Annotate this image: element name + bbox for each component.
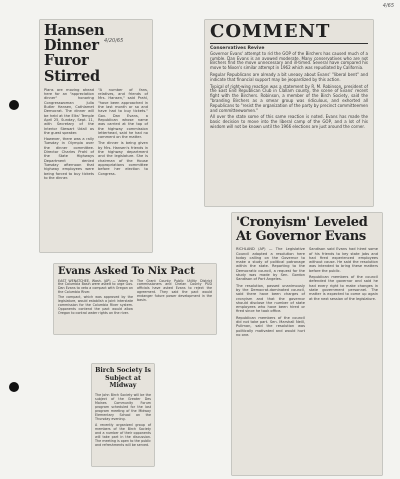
clipping-birch-society bbox=[92, 364, 154, 466]
clipping-paragraph: Typical of right-wing reaction was a statement by R. M. Robinson, president of the East End Republican Club in Clallam county, the scene of Evans' recent fight with the Birchers. Robinson, a member of the Birch Society, said the "branding Birchers as a smear group was ridiculous, and exhorted all Republicans to "resist the organization of the party by precinct committeemen and committeewomen." bbox=[210, 83, 368, 113]
clipping-paragraph: The John Birch Society will be the subject of the Greater Des Moines Community Forum program scheduled for the last program meeting of the Midway Elementary School on the Thursday evening. bbox=[95, 392, 151, 421]
clipping-paragraph: EAST WENATCHEE, Wash. (AP) — Voters in the Columbia Basin were asked to urge Gov. Dan Evans to veto a compact with Oregon on the Columbia River. bbox=[58, 278, 133, 295]
clipping-paragraph: All over the state some of this same reaction is noted. Evans has made the basic decision to move into the liberal camp of the GOP, and a lot of his wisdom will not be known until the 1966 elections are just around the corner. bbox=[210, 114, 368, 130]
binder-hole-top bbox=[9, 100, 19, 110]
clipping-paragraph: A recently organized group of members of the Birch Society and a number of their opponents will take part in the discussion. The meeting is open to the public and refreshments will be served. bbox=[95, 422, 151, 447]
clipping-subhead: Conservatives Revive bbox=[210, 45, 265, 51]
clipping-hansen bbox=[40, 20, 152, 252]
clipping-headline: 'Cronyism' Leveled At Governor Evans bbox=[236, 215, 368, 244]
clipping-paragraph: Plans are moving ahead here for an "appreciation dinner" honoring Congresswoman Julia Butler Hansen, Cathlamet Democrat. The dinner will be held at the Elks' Temple April 25, Sunday, Sept. 11, with Secretary of the Interior Stewart Udall as the guest speaker. bbox=[44, 87, 94, 135]
clipping-headline: Hansen Dinner Furor Stirred bbox=[44, 22, 105, 85]
clipping-comment bbox=[205, 20, 373, 206]
clipping-paragraph: Republican members of the council did not take part. Sen. Marshall Neill, Pullman, said the resolution was politically motivated and would hurt no one. bbox=[236, 315, 305, 337]
clipping-paragraph: Regular Republicans are already a bit uneasy about Evans' "liberal bent" and indicate that financial support may be jeopardized by this action. bbox=[210, 72, 368, 82]
clipping-evans-pact bbox=[54, 264, 216, 334]
handwritten-date-mark: 4/20/65 bbox=[104, 38, 124, 44]
clipping-paragraph: The resolution, passed unanimously by the Democrat-dominated council, said there have been charges of cronyism and that the governor should disclose the number of state employees who have been hired or fired since he took office. bbox=[236, 283, 305, 314]
clipping-headline: Birch Society Is Subject at Midway bbox=[95, 367, 151, 389]
clipping-headline: COMMENT bbox=[210, 23, 368, 44]
handwritten-date: 4/65 bbox=[382, 3, 394, 9]
clipping-paragraph: Sandison said Evans had hired some of his friends to key state jobs and had fired experienced employees without cause. He said the resolution was intended to bring these matters before the public. bbox=[309, 247, 378, 273]
clipping-paragraph: However, there was a rally Tuesday in Olympia over the dinner committee. Director Charles Prahl of the State Highways Department denied Tuesday afternoon that highway employees were being forced to buy tickets to the dinner. bbox=[44, 137, 94, 180]
binder-hole-bottom bbox=[9, 382, 19, 392]
clipping-paragraph: The Grant County Public Utility District commissioners and Chelan County PUD officials have asked Evans to reject the agreement. They said the pact would endanger future power development in the basin. bbox=[137, 278, 212, 303]
clipping-paragraph: Republican members of the council defended the governor and said he had every right to make changes in state government personnel. The matter is expected to come up again at the next session of the legislature. bbox=[309, 275, 378, 301]
clipping-paragraph: Governor Evans' attempt to rid the GOP of the Birchers has caused much of a rumble. Dan Evans is an avowed moderate. Many conservatives who are not Birchers find the move unnecessary and ill-timed. Several have compared his move to Nixon's similar attempt in 1962 which was repudiated by California. bbox=[210, 50, 368, 71]
clipping-paragraph: RICHLAND (AP) — The Legislative Council adopted a resolution here today calling on the Governor to make a study of political patronage within the state. Reporting to the Democratic council, a request for the study was made by Sen. Gordon Sandison of Port Angeles. bbox=[236, 247, 305, 282]
clipping-paragraph: "A number of fans, relatives, and friends of Mrs. Hansen," said Prahl, "have been approached in the last month or so and have had to buy tickets." Gov. Dan Evans, a Republican whose name was carried at the top of the highway commission letterhead, said he had no comment on the matter. bbox=[98, 87, 148, 140]
clipping-headline: Evans Asked To Nix Pact bbox=[58, 266, 195, 277]
clipping-paragraph: The dinner is being given by Mrs. Hansen's friends in the highway department and the legislature. She is chairman of the House appropriations committee before her election to Congress. bbox=[98, 141, 148, 176]
clipping-paragraph: The compact, which was approved by the legislature, would establish a joint interstate commission for the Columbia River system. Opponents contend the pact would allow Oregon to control water rights on the river. bbox=[58, 295, 133, 315]
clipping-cronyism bbox=[232, 213, 382, 475]
